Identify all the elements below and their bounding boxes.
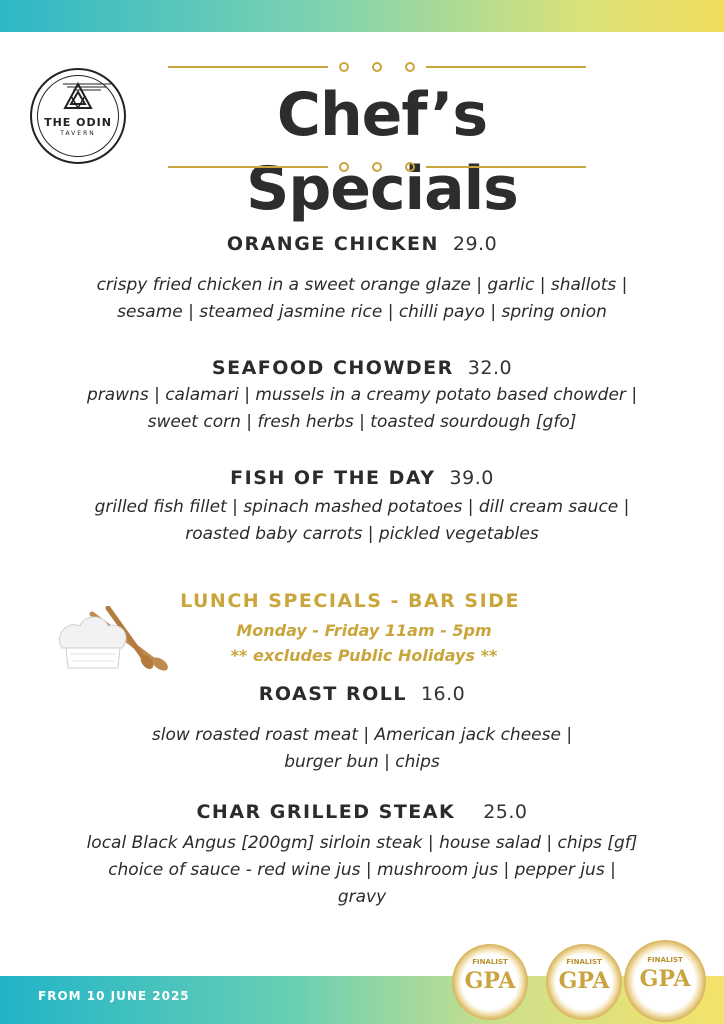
- logo-name: THE ODIN: [44, 116, 112, 129]
- award-badge: [452, 944, 528, 1020]
- badge-mark: GPA: [639, 966, 691, 992]
- menu-item-heading: [0, 466, 724, 490]
- menu-item-name: ROAST ROLL: [258, 683, 407, 705]
- menu-item-name: CHAR GRILLED STEAK: [196, 801, 456, 823]
- page-title: Chef’s Specials: [246, 80, 518, 224]
- menu-item-price: 16.0: [420, 683, 466, 705]
- menu-item-description: [40, 494, 684, 548]
- award-badge: [624, 940, 706, 1022]
- odin-tavern-logo: [30, 68, 126, 164]
- description-line: choice of sauce - red wine jus | mushroom jus | pepper jus |: [108, 860, 616, 880]
- menu-item-heading: [0, 232, 724, 256]
- description-line: roasted baby carrots | pickled vegetables: [185, 524, 539, 544]
- description-line: slow roasted roast meat | American jack cheese |: [151, 725, 573, 745]
- menu-item-name: ORANGE CHICKEN: [226, 233, 439, 255]
- top-gradient-bar: [0, 0, 724, 32]
- menu-item-price: 39.0: [449, 467, 494, 489]
- badge-label: FINALIST: [566, 958, 602, 966]
- description-line: burger bun | chips: [284, 752, 440, 772]
- badge-mark: GPA: [464, 968, 516, 994]
- badge-mark: GPA: [558, 968, 610, 994]
- menu-item-description: [40, 382, 684, 436]
- menu-item-heading: [0, 800, 724, 824]
- description-line: grilled fish fillet | spinach mashed potatoes | dill cream sauce |: [94, 497, 630, 517]
- lunch-note: ** excludes Public Holidays **: [230, 646, 498, 665]
- menu-item-price: 29.0: [452, 233, 498, 255]
- menu-item-heading: [0, 682, 724, 706]
- menu-item-heading: [0, 356, 724, 380]
- menu-item-price: 32.0: [467, 357, 513, 379]
- logo-subtitle: TAVERN: [60, 130, 96, 137]
- description-line: prawns | calamari | mussels in a creamy potato based chowder |: [86, 385, 638, 405]
- footer-date: FROM 10 JUNE 2025: [38, 989, 190, 1003]
- title-ornament-bottom: [168, 160, 586, 174]
- menu-item-name: SEAFOOD CHOWDER: [211, 357, 454, 379]
- chef-hat-icon: [52, 606, 172, 678]
- description-line: crispy fried chicken in a sweet orange glaze | garlic | shallots |: [96, 275, 628, 295]
- description-line: local Black Angus [200gm] sirloin steak | house salad | chips [gf]: [86, 833, 638, 853]
- menu-item-description: [40, 722, 684, 776]
- menu-item-price: 25.0: [483, 801, 528, 823]
- menu-item-description: [20, 830, 704, 911]
- title-ornament-top: [168, 60, 586, 74]
- lunch-specials-title: LUNCH SPECIALS - BAR SIDE: [180, 590, 520, 612]
- description-line: sesame | steamed jasmine rice | chilli payo | spring onion: [117, 302, 607, 322]
- lunch-hours: Monday - Friday 11am - 5pm: [236, 621, 492, 640]
- badge-label: FINALIST: [472, 958, 508, 966]
- menu-item-name: FISH OF THE DAY: [230, 467, 436, 489]
- award-badges: [450, 944, 720, 1024]
- badge-label: FINALIST: [647, 956, 683, 964]
- description-line: gravy: [337, 887, 387, 907]
- logo-lines-decoration: [63, 82, 111, 92]
- award-badge: [546, 944, 622, 1020]
- description-line: sweet corn | fresh herbs | toasted sourdough [gfo]: [147, 412, 577, 432]
- menu-item-description: [40, 272, 684, 326]
